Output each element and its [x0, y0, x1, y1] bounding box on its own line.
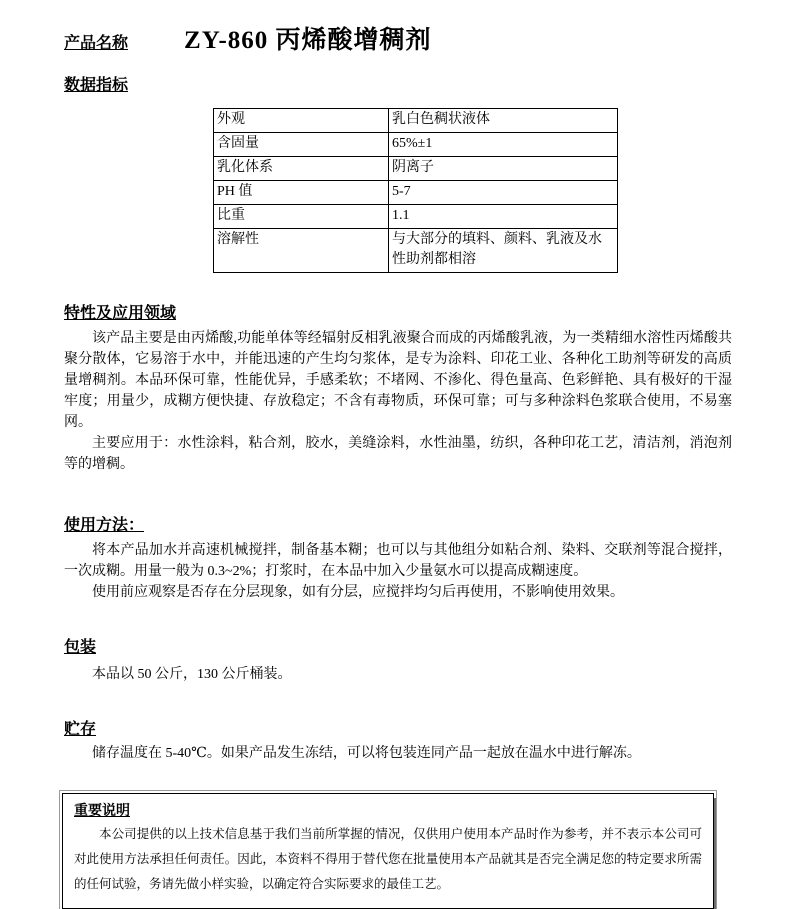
- features-paragraph-1: 该产品主要是由丙烯酸,功能单体等经辐射反相乳液聚合而成的丙烯酸乳液，为一类精细水溶性丙烯酸共聚分散体，它易溶于水中，并能迅速的产生均匀浆体，是专为涂料、印花工业、各种化工助剂等研发的高质量增稠剂。本品环保可靠，性能优异，手感柔软；不堵网、不渗化、得色量高、色彩鲜艳、具有极好的干湿牢度；用量少，成糊方便快捷、存放稳定；不含有毒物质，环保可靠；可与多种涂料色浆联合使用，不易塞网。: [64, 331, 732, 430]
- important-notice-heading: 重要说明: [74, 804, 130, 819]
- usage-heading: 使用方法：: [64, 517, 145, 534]
- document-header: [64, 20, 732, 56]
- spec-key-specific-gravity: 比重: [214, 205, 389, 229]
- product-name-label: 产品名称: [64, 35, 129, 52]
- table-row: [214, 181, 618, 205]
- storage-heading: 贮存: [64, 721, 97, 738]
- features-heading: 特性及应用领域: [64, 305, 177, 322]
- usage-paragraph-2: 使用前应观察是否存在分层现象，如有分层，应搅拌均匀后再使用，不影响使用效果。: [92, 585, 624, 600]
- packaging-heading: 包装: [64, 639, 97, 656]
- spec-key-solubility: 溶解性: [214, 229, 389, 273]
- table-row: [214, 229, 618, 273]
- table-row: [214, 157, 618, 181]
- spec-key-emulsion-system: 乳化体系: [214, 157, 389, 181]
- features-paragraph-2: 主要应用于：水性涂料，粘合剂，胶水，美缝涂料，水性油墨，纺织，各种印花工艺，清洁剂，消泡剂等的增稠。: [64, 436, 732, 472]
- spec-table: [213, 108, 618, 273]
- spec-key-solid-content: 含固量: [214, 133, 389, 157]
- data-indicators-heading: 数据指标: [64, 77, 129, 94]
- table-row: [214, 205, 618, 229]
- page-title: ZY-860 丙烯酸增稠剂: [184, 27, 432, 54]
- table-row: [214, 109, 618, 133]
- spec-value-emulsion-system: 阴离子: [389, 157, 618, 181]
- spec-value-solubility: 与大部分的填料、颜料、乳液及水性助剂都相溶: [389, 229, 618, 273]
- important-notice-box: [62, 793, 714, 909]
- spec-value-solid-content: 65%±1: [389, 133, 618, 157]
- storage-paragraph: 储存温度在 5-40℃。如果产品发生冻结，可以将包装连同产品一起放在温水中进行解冻。: [92, 746, 641, 761]
- spec-value-ph: 5-7: [389, 181, 618, 205]
- spec-value-appearance: 乳白色稠状液体: [389, 109, 618, 133]
- packaging-paragraph: 本品以 50 公斤，130 公斤桶装。: [92, 667, 292, 682]
- important-notice-body: 本公司提供的以上技术信息基于我们当前所掌握的情况，仅供用户使用本产品时作为参考，并不表示本公司可对此使用方法承担任何责任。因此，本资料不得用于替代您在批量使用本产品就其是否完全满足您的特定要求所需的任何试验，务请先做小样实验，以确定符合实际要求的最佳工艺。: [74, 827, 702, 891]
- table-row: [214, 133, 618, 157]
- spec-key-appearance: 外观: [214, 109, 389, 133]
- usage-paragraph-1: 将本产品加水并高速机械搅拌，制备基本糊；也可以与其他组分如粘合剂、染料、交联剂等混合搅拌，一次成糊。用量一般为 0.3~2%；打浆时，在本品中加入少量氨水可以提高成糊速度。: [64, 543, 732, 579]
- spec-value-specific-gravity: 1.1: [389, 205, 618, 229]
- spec-key-ph: PH 值: [214, 181, 389, 205]
